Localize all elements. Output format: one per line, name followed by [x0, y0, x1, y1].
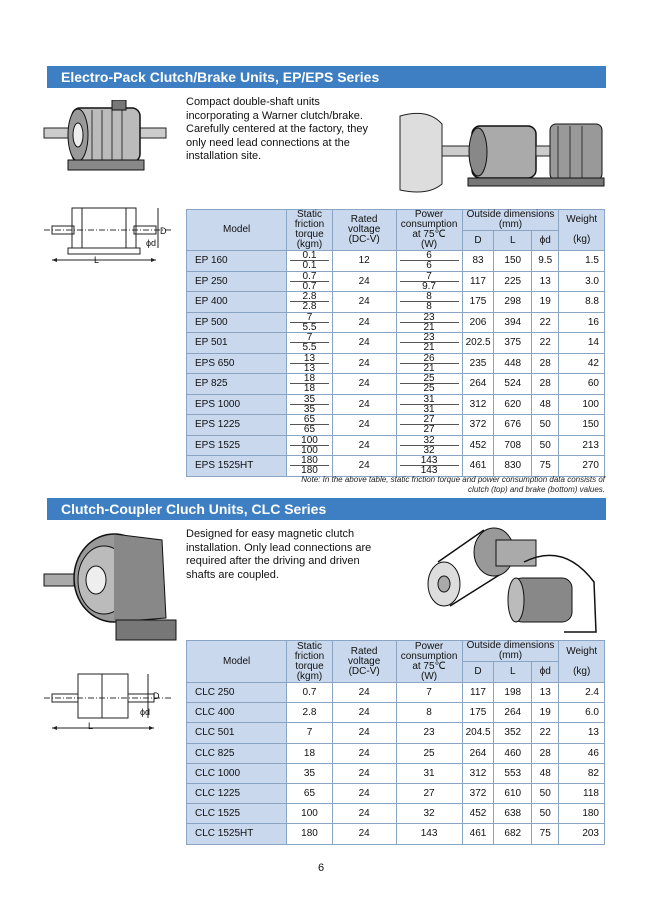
- torque-cell: 100: [287, 804, 333, 824]
- power-brake-value: 25: [423, 383, 435, 395]
- voltage-cell: 24: [332, 353, 396, 374]
- power-cell: [396, 251, 462, 272]
- weight-cell: 42: [559, 353, 605, 374]
- clc-installed-illustration: [424, 522, 608, 634]
- header-L: L: [494, 231, 532, 251]
- section2-description: Designed for easy magnetic clutch installation. Only lead connections are required after the driving and driven shafts are coupled.: [186, 528, 372, 581]
- table-row: [187, 312, 605, 333]
- power-brake-value: 32: [423, 444, 435, 456]
- model-cell: CLC 1525: [187, 804, 287, 824]
- outside-L-cell: 610: [494, 783, 532, 803]
- shaft-d-cell: 50: [532, 783, 559, 803]
- weight-cell: 1.5: [559, 251, 605, 272]
- shaft-d-cell: 19: [532, 703, 559, 723]
- power-brake-value: 8: [426, 301, 432, 313]
- power-cell: 8: [396, 703, 462, 723]
- torque-cell: [287, 394, 333, 415]
- shaft-d-cell: 28: [532, 353, 559, 374]
- power-cell: [396, 353, 462, 374]
- shaft-d-cell: 48: [532, 763, 559, 783]
- clc-header-torque: Static friction torque (kgm): [287, 641, 333, 683]
- outside-L-cell: 394: [494, 312, 532, 333]
- weight-cell: 8.8: [559, 292, 605, 313]
- power-clutch-value: 26: [400, 354, 459, 364]
- clc-header-phi-d: ϕd: [532, 662, 559, 683]
- outside-L-cell: 830: [494, 456, 532, 477]
- clc-header-power: Power consumption at 75℃ (W): [396, 641, 462, 683]
- table-row: [187, 743, 605, 763]
- shaft-d-cell: 28: [532, 743, 559, 763]
- model-cell: CLC 501: [187, 723, 287, 743]
- torque-clutch-value: 35: [290, 395, 329, 405]
- voltage-cell: 24: [332, 394, 396, 415]
- outside-D-cell: 83: [462, 251, 494, 272]
- clc-specifications-table: [186, 640, 605, 845]
- torque-cell: [287, 456, 333, 477]
- shaft-d-cell: 22: [532, 333, 559, 354]
- torque-brake-value: 5.5: [302, 321, 317, 333]
- voltage-cell: 24: [332, 333, 396, 354]
- outside-D-cell: 117: [462, 683, 494, 703]
- outside-L-cell: 553: [494, 763, 532, 783]
- torque-clutch-value: 100: [290, 436, 329, 446]
- model-cell: EPS 1525: [187, 435, 287, 456]
- torque-cell: [287, 271, 333, 292]
- table-row: [187, 683, 605, 703]
- outside-L-cell: 676: [494, 415, 532, 436]
- power-brake-value: 31: [423, 403, 435, 415]
- voltage-cell: 24: [332, 763, 396, 783]
- header-weight: Weight (kg): [559, 210, 605, 251]
- power-brake-value: 143: [420, 465, 438, 477]
- weight-cell: 270: [559, 456, 605, 477]
- table-row: [187, 703, 605, 723]
- power-clutch-value: 23: [400, 333, 459, 343]
- torque-cell: 7: [287, 723, 333, 743]
- power-cell: [396, 374, 462, 395]
- table-row: [187, 824, 605, 844]
- torque-cell: 18: [287, 743, 333, 763]
- table-row: [187, 292, 605, 313]
- voltage-cell: 24: [332, 456, 396, 477]
- torque-clutch-value: 7: [290, 333, 329, 343]
- table-row: [187, 804, 605, 824]
- power-cell: 31: [396, 763, 462, 783]
- outside-L-cell: 225: [494, 271, 532, 292]
- voltage-cell: 24: [332, 374, 396, 395]
- header-power: Power consumption at 75℃ (W): [396, 210, 462, 251]
- torque-cell: 2.8: [287, 703, 333, 723]
- outside-D-cell: 235: [462, 353, 494, 374]
- weight-cell: 150: [559, 415, 605, 436]
- outside-D-cell: 452: [462, 804, 494, 824]
- model-cell: CLC 1000: [187, 763, 287, 783]
- weight-cell: 3.0: [559, 271, 605, 292]
- model-cell: EP 250: [187, 271, 287, 292]
- outside-L-cell: 198: [494, 683, 532, 703]
- power-cell: 23: [396, 723, 462, 743]
- outside-L-cell: 460: [494, 743, 532, 763]
- shaft-d-cell: 48: [532, 394, 559, 415]
- torque-brake-value: 5.5: [302, 342, 317, 354]
- power-cell: [396, 415, 462, 436]
- header-torque: Static friction torque (kgm): [287, 210, 333, 251]
- outside-L-cell: 298: [494, 292, 532, 313]
- outside-L-cell: 524: [494, 374, 532, 395]
- page-number: 6: [318, 862, 325, 874]
- model-cell: CLC 250: [187, 683, 287, 703]
- model-cell: EPS 1000: [187, 394, 287, 415]
- torque-clutch-value: 180: [290, 456, 329, 466]
- voltage-cell: 24: [332, 783, 396, 803]
- table-row: [187, 456, 605, 477]
- shaft-d-cell: 22: [532, 723, 559, 743]
- table-note: Note: In the above table, static friction torque and power consumption data consists of clutch (top) and brake (bottom) values.: [301, 475, 605, 494]
- power-cell: 25: [396, 743, 462, 763]
- table-row: [187, 723, 605, 743]
- table-row: [187, 353, 605, 374]
- torque-cell: 0.7: [287, 683, 333, 703]
- power-clutch-value: 7: [400, 272, 459, 282]
- power-brake-value: 21: [423, 362, 435, 374]
- section-title-clc: Clutch-Coupler Cluch Units, CLC Series: [47, 498, 606, 520]
- weight-cell: 16: [559, 312, 605, 333]
- power-clutch-value: 25: [400, 374, 459, 384]
- model-cell: CLC 1225: [187, 783, 287, 803]
- torque-brake-value: 35: [303, 403, 316, 415]
- power-clutch-value: 8: [400, 292, 459, 302]
- torque-cell: [287, 353, 333, 374]
- weight-cell: 180: [559, 804, 605, 824]
- torque-brake-value: 180: [301, 465, 318, 477]
- voltage-cell: 24: [332, 804, 396, 824]
- outside-D-cell: 312: [462, 394, 494, 415]
- model-cell: CLC 1525HT: [187, 824, 287, 844]
- table-row: [187, 271, 605, 292]
- clc-dimension-label-L: L: [88, 721, 94, 731]
- table-row: [187, 763, 605, 783]
- weight-cell: 60: [559, 374, 605, 395]
- shaft-d-cell: 75: [532, 456, 559, 477]
- outside-D-cell: 206: [462, 312, 494, 333]
- torque-brake-value: 0.1: [302, 260, 317, 272]
- torque-clutch-value: 65: [290, 415, 329, 425]
- ep-unit-illustration: [42, 100, 168, 175]
- outside-D-cell: 264: [462, 374, 494, 395]
- torque-cell: [287, 415, 333, 436]
- weight-cell: 2.4: [559, 683, 605, 703]
- model-cell: EPS 1225: [187, 415, 287, 436]
- torque-clutch-value: 2.8: [290, 292, 329, 302]
- voltage-cell: 24: [332, 723, 396, 743]
- outside-D-cell: 175: [462, 292, 494, 313]
- section1-description: Compact double-shaft units incorporating a Warner clutch/brake. Carefully centered at the factory, they only need lead connections at the installation site.: [186, 96, 368, 162]
- model-cell: EPS 650: [187, 353, 287, 374]
- power-clutch-value: 31: [400, 395, 459, 405]
- dimension-label-phi-d: ϕd: [146, 238, 157, 248]
- power-cell: [396, 394, 462, 415]
- model-cell: EP 160: [187, 251, 287, 272]
- model-cell: EP 500: [187, 312, 287, 333]
- torque-clutch-value: 7: [290, 313, 329, 323]
- torque-cell: [287, 292, 333, 313]
- outside-D-cell: 312: [462, 763, 494, 783]
- dimension-label-L: L: [94, 255, 100, 265]
- header-model: Model: [187, 210, 287, 251]
- outside-L-cell: 638: [494, 804, 532, 824]
- voltage-cell: 12: [332, 251, 396, 272]
- shaft-d-cell: 19: [532, 292, 559, 313]
- clc-header-outside-dimensions: Outside dimensions (mm): [462, 641, 559, 662]
- model-cell: CLC 400: [187, 703, 287, 723]
- outside-D-cell: 461: [462, 456, 494, 477]
- shaft-d-cell: 50: [532, 804, 559, 824]
- weight-cell: 213: [559, 435, 605, 456]
- power-brake-value: 9.7: [422, 280, 436, 292]
- weight-cell: 100: [559, 394, 605, 415]
- shaft-d-cell: 50: [532, 435, 559, 456]
- outside-L-cell: 150: [494, 251, 532, 272]
- clc-unit-illustration: [42, 528, 182, 644]
- table-row: [187, 394, 605, 415]
- shaft-d-cell: 9.5: [532, 251, 559, 272]
- torque-brake-value: 18: [303, 383, 316, 395]
- model-cell: EPS 1525HT: [187, 456, 287, 477]
- voltage-cell: 24: [332, 312, 396, 333]
- header-phi-d: ϕd: [532, 231, 559, 251]
- model-cell: CLC 825: [187, 743, 287, 763]
- dimension-label-D: D: [160, 226, 167, 236]
- clc-header-model: Model: [187, 641, 287, 683]
- shaft-d-cell: 28: [532, 374, 559, 395]
- header-outside-dimensions: Outside dimensions (mm): [462, 210, 559, 231]
- power-clutch-value: 23: [400, 313, 459, 323]
- shaft-d-cell: 13: [532, 271, 559, 292]
- outside-D-cell: 372: [462, 783, 494, 803]
- power-cell: [396, 435, 462, 456]
- outside-L-cell: 352: [494, 723, 532, 743]
- clc-dimension-label-D: D: [153, 691, 160, 701]
- torque-clutch-value: 0.1: [290, 251, 329, 261]
- outside-L-cell: 264: [494, 703, 532, 723]
- table-row: [187, 783, 605, 803]
- torque-clutch-value: 18: [290, 374, 329, 384]
- ep-dimension-drawing: [42, 200, 174, 266]
- torque-cell: [287, 251, 333, 272]
- table-row: [187, 374, 605, 395]
- voltage-cell: 24: [332, 435, 396, 456]
- header-voltage: Rated voltage (DC-V): [332, 210, 396, 251]
- clc-header-L: L: [494, 662, 532, 683]
- torque-brake-value: 13: [303, 362, 316, 374]
- shaft-d-cell: 75: [532, 824, 559, 844]
- outside-L-cell: 375: [494, 333, 532, 354]
- power-cell: [396, 271, 462, 292]
- clc-header-weight: Weight (kg): [559, 641, 605, 683]
- outside-L-cell: 682: [494, 824, 532, 844]
- power-cell: 27: [396, 783, 462, 803]
- outside-L-cell: 708: [494, 435, 532, 456]
- voltage-cell: 24: [332, 743, 396, 763]
- weight-cell: 14: [559, 333, 605, 354]
- power-cell: [396, 312, 462, 333]
- outside-D-cell: 175: [462, 703, 494, 723]
- power-clutch-value: 6: [400, 251, 459, 261]
- torque-cell: 65: [287, 783, 333, 803]
- voltage-cell: 24: [332, 824, 396, 844]
- torque-cell: 35: [287, 763, 333, 783]
- torque-cell: 180: [287, 824, 333, 844]
- power-brake-value: 27: [423, 424, 435, 436]
- torque-cell: [287, 435, 333, 456]
- clc-header-D: D: [462, 662, 494, 683]
- shaft-d-cell: 13: [532, 683, 559, 703]
- header-D: D: [462, 231, 494, 251]
- table-row: [187, 415, 605, 436]
- weight-cell: 6.0: [559, 703, 605, 723]
- table-row: [187, 333, 605, 354]
- clc-dimension-label-phi-d: ϕd: [140, 707, 151, 717]
- power-clutch-value: 143: [400, 456, 459, 466]
- power-cell: [396, 333, 462, 354]
- torque-brake-value: 0.7: [302, 280, 317, 292]
- outside-L-cell: 448: [494, 353, 532, 374]
- torque-brake-value: 65: [303, 424, 316, 436]
- torque-clutch-value: 0.7: [290, 272, 329, 282]
- power-clutch-value: 27: [400, 415, 459, 425]
- shaft-d-cell: 50: [532, 415, 559, 436]
- clc-header-voltage: Rated voltage (DC-V): [332, 641, 396, 683]
- weight-cell: 118: [559, 783, 605, 803]
- weight-cell: 82: [559, 763, 605, 783]
- shaft-d-cell: 22: [532, 312, 559, 333]
- weight-cell: 203: [559, 824, 605, 844]
- power-cell: 143: [396, 824, 462, 844]
- ep-installed-illustration: [398, 104, 606, 200]
- power-cell: 32: [396, 804, 462, 824]
- torque-cell: [287, 374, 333, 395]
- section-title-ep-eps: Electro-Pack Clutch/Brake Units, EP/EPS Series: [47, 66, 606, 88]
- voltage-cell: 24: [332, 683, 396, 703]
- outside-D-cell: 452: [462, 435, 494, 456]
- weight-cell: 46: [559, 743, 605, 763]
- model-cell: EP 400: [187, 292, 287, 313]
- power-brake-value: 6: [426, 260, 432, 272]
- table-row: [187, 251, 605, 272]
- voltage-cell: 24: [332, 703, 396, 723]
- voltage-cell: 24: [332, 271, 396, 292]
- voltage-cell: 24: [332, 415, 396, 436]
- power-cell: 7: [396, 683, 462, 703]
- outside-D-cell: 461: [462, 824, 494, 844]
- outside-D-cell: 202.5: [462, 333, 494, 354]
- torque-brake-value: 2.8: [302, 301, 317, 313]
- model-cell: EP 825: [187, 374, 287, 395]
- power-cell: [396, 456, 462, 477]
- torque-brake-value: 100: [301, 444, 318, 456]
- outside-L-cell: 620: [494, 394, 532, 415]
- model-cell: EP 501: [187, 333, 287, 354]
- table-row: [187, 435, 605, 456]
- torque-cell: [287, 312, 333, 333]
- outside-D-cell: 204.5: [462, 723, 494, 743]
- torque-cell: [287, 333, 333, 354]
- outside-D-cell: 372: [462, 415, 494, 436]
- outside-D-cell: 264: [462, 743, 494, 763]
- ep-specifications-table: [186, 209, 605, 477]
- power-clutch-value: 32: [400, 436, 459, 446]
- power-brake-value: 21: [423, 321, 435, 333]
- outside-D-cell: 117: [462, 271, 494, 292]
- power-cell: [396, 292, 462, 313]
- torque-clutch-value: 13: [290, 354, 329, 364]
- weight-cell: 13: [559, 723, 605, 743]
- power-brake-value: 21: [423, 342, 435, 354]
- voltage-cell: 24: [332, 292, 396, 313]
